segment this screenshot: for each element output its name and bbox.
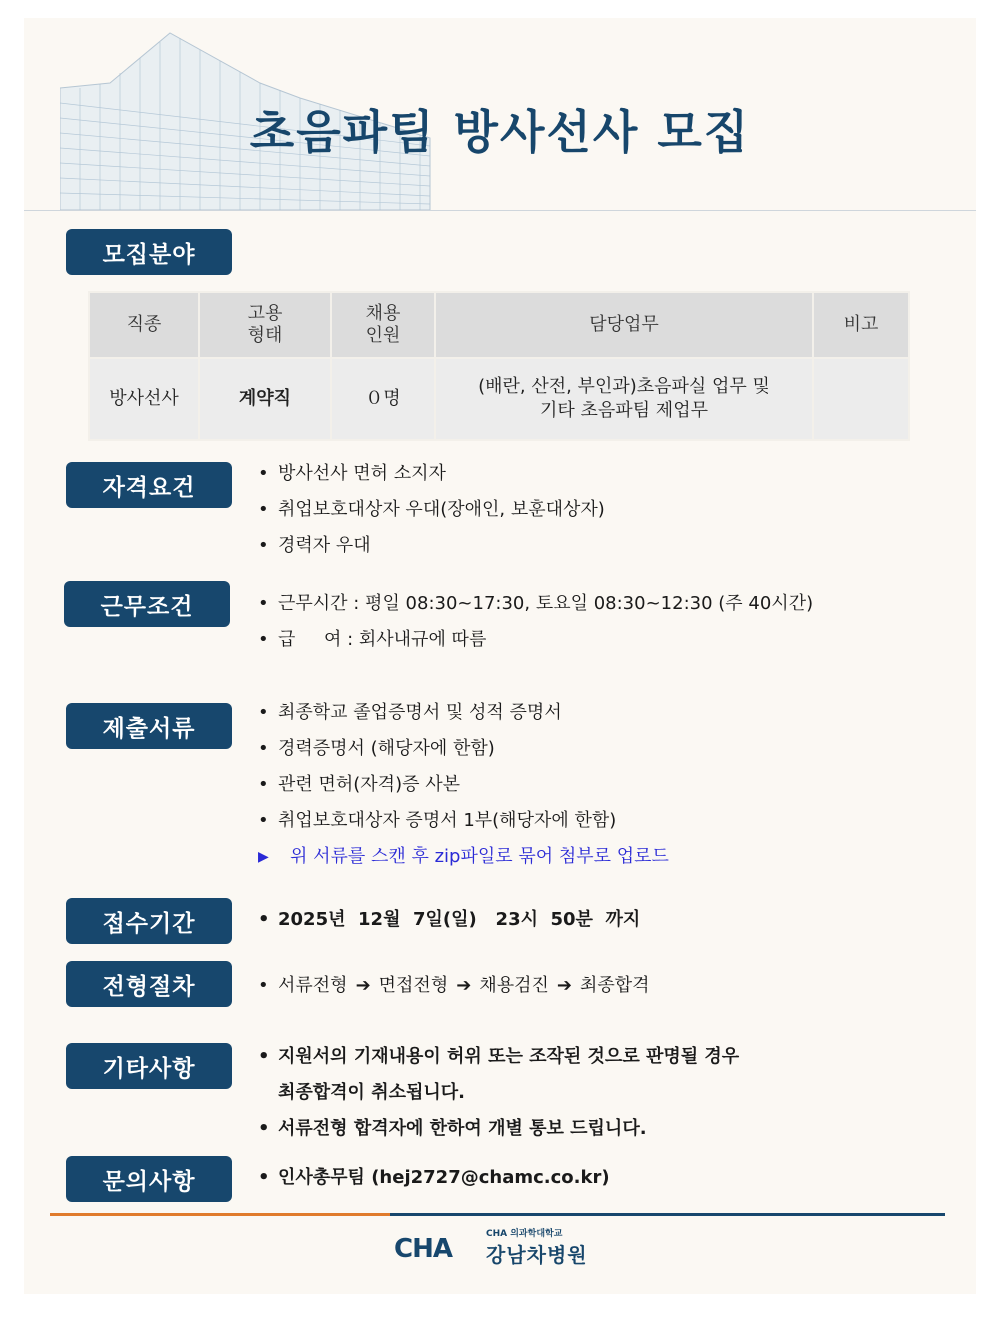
logo-subtitle: CHA 의과학대학교: [486, 1229, 563, 1239]
contact-list: [256, 1160, 610, 1196]
list-item: • 최종학교 졸업증명서 및 성적 증명서: [256, 695, 669, 731]
table-cell-note: [813, 358, 909, 440]
section-label-field: 모집분야: [66, 229, 232, 275]
jobs-table: [88, 291, 910, 441]
section-label-documents: 제출서류: [66, 703, 232, 749]
process-step: 서류전형: [278, 975, 348, 996]
conditions-list: [256, 586, 813, 658]
period-list: [256, 902, 640, 938]
period-text: • 2025년 12월 7일(일) 23시 50분 까지: [256, 902, 640, 938]
list-item: • 경력자 우대: [256, 528, 605, 564]
cha-logo-mark: [394, 1233, 468, 1261]
table-cell-headcount: ０명: [331, 358, 435, 440]
recruitment-poster: [24, 18, 976, 1294]
process-step: 최종합격: [579, 975, 650, 996]
section-label-etc: 기타사항: [66, 1043, 232, 1089]
footer-divider-navy: [390, 1213, 945, 1216]
table-cell-duties: (배란, 산전, 부인과)초음파실 업무 및 기타 초음파팀 제업무: [435, 358, 813, 440]
qualification-list: [256, 456, 605, 564]
hospital-logo: [394, 1226, 588, 1268]
list-item: • 취업보호대상자 증명서 1부(해당자에 한함): [256, 803, 669, 839]
list-item: • 경력증명서 (해당자에 한함): [256, 731, 669, 767]
table-cell-employment: 계약직: [199, 358, 331, 440]
arrow-right-icon: ➔: [456, 975, 472, 996]
contact-text: • 인사총무팀 (hej2727@chamc.co.kr): [256, 1160, 610, 1196]
list-item: • 관련 면허(자격)증 사본: [256, 767, 669, 803]
list-item: • 취업보호대상자 우대(장애인, 보훈대상자): [256, 492, 605, 528]
list-item: • 서류전형 합격자에 한하여 개별 통보 드립니다.: [256, 1111, 739, 1147]
arrow-right-icon: ➔: [556, 975, 572, 996]
documents-list: [256, 695, 669, 875]
etc-list: [256, 1039, 739, 1147]
header-banner: [24, 18, 976, 211]
section-label-contact: 문의사항: [66, 1156, 232, 1202]
list-item: • 급 여 : 회사내규에 따름: [256, 622, 813, 658]
page-title: 초음파팀 방사선사 모집: [249, 105, 751, 159]
upload-note: ▶ 위 서류를 스캔 후 zip파일로 묶어 첨부로 업로드: [256, 839, 669, 875]
footer-divider-orange: [50, 1213, 390, 1216]
list-item-continued: 최종합격이 취소됩니다.: [278, 1082, 465, 1103]
process-list: [256, 968, 650, 1004]
arrow-right-icon: ➔: [355, 975, 371, 996]
table-header-cell: 담당업무: [435, 292, 813, 358]
table-header-row: [89, 292, 909, 358]
process-step: 면접전형: [378, 975, 449, 996]
list-item: • 방사선사 면허 소지자: [256, 456, 605, 492]
table-header-cell: 고용 형태: [199, 292, 331, 358]
list-item: • 근무시간 : 평일 08:30~17:30, 토요일 08:30~12:30 (주 40시간): [256, 586, 813, 622]
logo-text: [486, 1226, 588, 1268]
list-item: • 지원서의 기재내용이 허위 또는 조작된 것으로 판명될 경우: [256, 1039, 739, 1075]
table-row: [89, 358, 909, 440]
process-step: 채용검진: [479, 975, 549, 996]
logo-name: 강남차병원: [486, 1243, 588, 1267]
section-label-process: 전형절차: [66, 961, 232, 1007]
process-steps: [256, 968, 650, 1004]
table-header-cell: 비고: [813, 292, 909, 358]
section-label-conditions: 근무조건: [64, 581, 230, 627]
table-header-cell: 채용 인원: [331, 292, 435, 358]
table-cell-job: 방사선사: [89, 358, 199, 440]
section-label-period: 접수기간: [66, 898, 232, 944]
section-label-qualification: 자격요건: [66, 462, 232, 508]
cha-logo-text: CHA: [394, 1234, 452, 1261]
table-header-cell: 직종: [89, 292, 199, 358]
